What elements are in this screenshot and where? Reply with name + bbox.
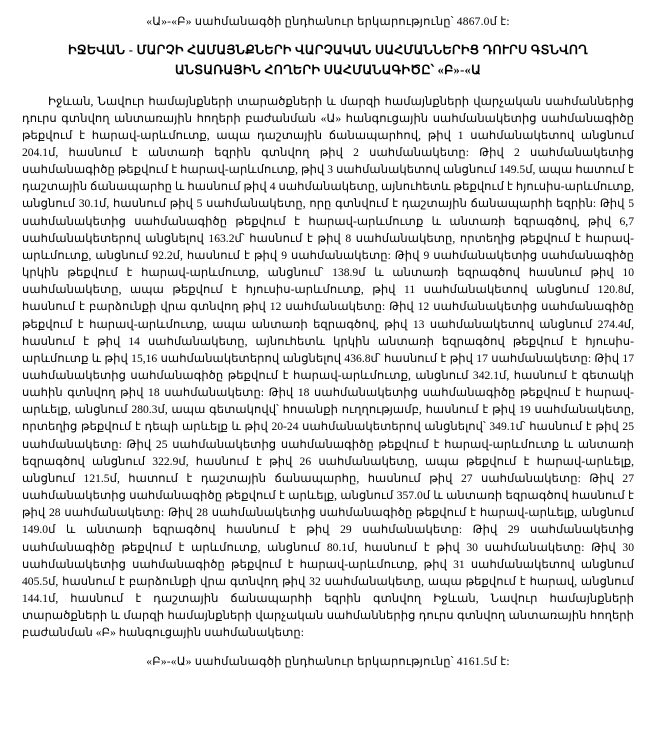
footer-note: «Բ»-«Ա» սահմանագծի ընդհանուր երկարությունը՝ 4161.5մ է: bbox=[146, 655, 510, 668]
page-title-line-2: ԱՆՏԱՌԱՅԻՆ ՀՈՂԵՐԻ ՍԱՀՄԱՆԱԳԻԾԸ՝ «Բ»-«Ա bbox=[175, 63, 481, 78]
page-title bbox=[22, 40, 634, 81]
header-note: «Ա»-«Բ» սահմանագծի ընդհանուր երկարությունը՝ 4867.0մ է: bbox=[146, 16, 510, 28]
page-title-line-1: ԻՋԵՎԱՆ - ՄԱՐՉԻ ՀԱՄԱՅՆՔՆԵՐԻ ՎԱՐՉԱԿԱՆ ՍԱՀՄԱՆՆԵՐԻՑ ԴՈՒՐՍ ԳՏՆՎՈՂ bbox=[67, 43, 588, 57]
body-paragraph: Իջևան, Նավուր համայնքների տարածքների և մարզի համայնքների վարչական սահմաններից դուրս գտնվող անտառային հողերի բաժանման «Ա» հանգուցային սահմանակետից սահմանագիծը թեքվում է հարավ-արևմուտք, ապա դաշտային ճանապարհով, թիվ 1 սահմանակետով անցնում 204.1մ, հասնում է անտառի եզրին գտնվող թիվ 2 սահմանակետը: Թիվ 2 սահմանակետից սահմանագիծը թեքվում է հարավ-արևմուտք, թիվ 3 սահմանակետով անցնում 149.5մ, ապա հատում է դաշտային ճանապարհը և հասնում թիվ 4 սահմանակետը, այնուհետև թեքվում է հյուսիս-արևմուտք, անցնում 30.1մ, հասնում թիվ 5 սահմանակետը, որը գտնվում է դաշտային ճանապարհի եզրին: Թիվ 5 սահմանակետից սահմանագիծը թեքվում է հարավ-արևմուտք և անտառի եզրագծով, թիվ 6,7 սահմանակետերով անցնելով 163.2մ՝ հասնում է թիվ 8 սահմանակետը, որտեղից թեքվում է հարավ-արևմուտք, անցնում 92.2մ, հասնում է թիվ 9 սահմանակետը: Թիվ 9 սահմանակետից սահմանագիծը կրկին թեքվում է հարավ-արևմուտք, անցնում՝ 138.9մ և անտառի եզրագծով հասնում թիվ 10 սահմանակետը, ապա թեքվում է հյուսիս-արևմուտք, թիվ 11 սահմանակետով անցնում 120.8մ, հասնում է բարձունքի վրա գտնվող թիվ 12 սահմանակետը: Թիվ 12 սահմանակետից սահմանագիծը թեքվում է հարավ-արևմուտք, ապա անտառի եզրագծով, թիվ 13 սահմանակետով անցնում 274.4մ, հասնում է թիվ 14 սահմանակետը, այնուհետև կրկին անտառի եզրագծով թեքվում է հյուսիս-արևմուտք և թիվ 15,16 սահմանակետերով անցնելով 436.8մ՝ հասնում է թիվ 17 սահմանակետը: Թիվ 17 սահմանակետից սահմանագիծը թեքվում է հարավ-արևմուտք, անցնում 342.1մ, հասնում է գետակի սահին գտնվող թիվ 18 սահմանակետը: Թիվ 18 սահմանակետից սահմանագիծը թեքվում է հարավ-արևելք, անցնում 280.3մ, ապա գետակովվ՝ հոսանքի ուղղությամբ, հասնում է թիվ 19 սահմանակետը, որտեղից թեքվում է դեպի արևելք և թիվ 20-24 սահմանակետերով անցնելով՝ 349.1մ՝ հասնում է թիվ 25 սահմանակետը: Թիվ 25 սահմանակետից սահմանագիծը թեքվում է հարավ-արևմուտք և անտառի եզրագծով անցնում 322.9մ, հասնում է թիվ 26 սահմանակետը, ապա թեքվում է հարավ-արևելք, անցնում 121.5մ, հատում է դաշտային ճանապարհը, հասնում թիվ 27 սահմանակետը: Թիվ 27 սահմանակետից սահմանագիծը թեքվում է արևելք, անցնում 357.0մ և անտառի եզրագծով հասնում է թիվ 28 սահմանակետը: Թիվ 28 սահմանակետից սահմանագիծը թեքվում է հարավ-արևելք, անցնում 149.0մ և անտառի եզրագծով հասնում է թիվ 29 սահմանակետը: Թիվ 29 սահմանակետից սահմանագիծը թեքվում է արևմուտք, անցնում 80.1մ, հասնում է թիվ 30 սահմանակետը: Թիվ 30 սահմանակետից սահմանագիծը թեքվում է հարավ-արևմուտք, թիվ 31 սահմանակետով անցնում 405.5մ, հասնում է բարձունքի վրա գտնվող թիվ 32 սահմանակետը, ապա թեքվում է հարավ, անցնում 144.1մ, հասնում է դաշտային ճանապարհի եզրին գտնվող Իջևան, Նավուր համայնքների տարածքների և մարզի համայնքների վարչական սահմաններից դուրս գտնվող անտառային հողերի բաժանման «Բ» հանգուցային սահմանակետը: bbox=[22, 94, 634, 640]
